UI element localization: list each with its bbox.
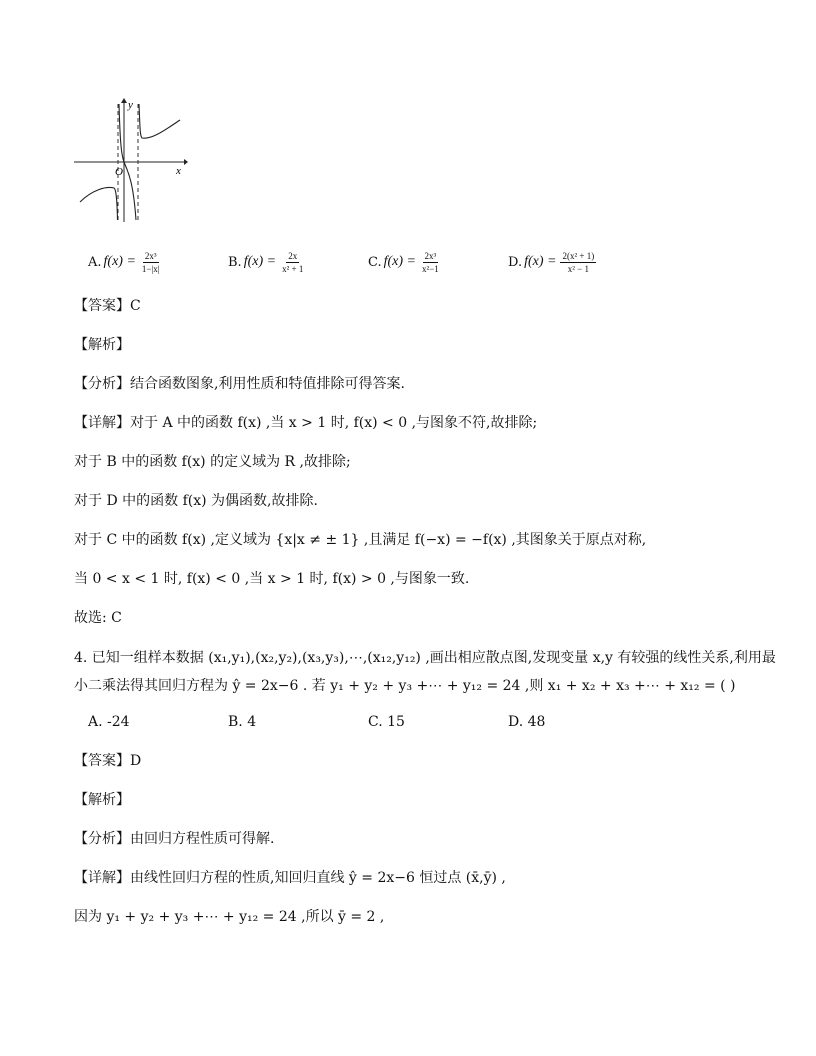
option-a-numerator: 2x³ [144, 250, 157, 261]
curve-right-branch [139, 104, 180, 138]
option-c-label: C. [368, 254, 382, 270]
q4-detail-line-2: 因为 y₁ + y₂ + y₃ +⋯ + y₁₂ = 24 ,所以 ȳ = 2 , [74, 909, 385, 925]
q4-option-a[interactable]: A. -24 [88, 714, 130, 730]
q3-detail-line-4: 对于 C 中的函数 f(x) ,定义域为 {x|x ≠ ± 1} ,且满足 f(−x) = −f(x) ,其图象关于原点对称, [74, 532, 647, 548]
q4-option-c[interactable]: C. 15 [368, 714, 405, 730]
option-d-denominator: x² − 1 [567, 263, 589, 274]
option-b-fraction [280, 251, 305, 274]
q3-analysis: 【分析】结合函数图象,利用性质和特值排除可得答案. [74, 376, 405, 392]
option-a-fx: f(x) = [103, 254, 136, 269]
q3-detail-line-2: 对于 B 中的函数 f(x) 的定义域为 R ,故排除; [74, 454, 351, 470]
option-d-fx: f(x) = [524, 254, 557, 269]
option-c-fx: f(x) = [383, 254, 416, 269]
q3-option-c[interactable] [368, 244, 441, 280]
q4-stem-line-1: 4. 已知一组样本数据 (x₁,y₁),(x₂,y₂),(x₃,y₃),⋯,(x₁₂,y₁₂) ,画出相应散点图,发现变量 x,y 有较强的线性关系,利用最 [74, 650, 776, 666]
option-c-fraction [420, 251, 441, 274]
x-axis-arrow [184, 159, 188, 165]
q3-option-a[interactable] [88, 244, 162, 280]
option-a-denominator: 1−|x| [141, 263, 160, 274]
q3-detail-line-1: 【详解】对于 A 中的函数 f(x) ,当 x > 1 时, f(x) < 0 ,与图象不符,故排除; [74, 415, 538, 431]
option-d-fraction [560, 251, 596, 274]
option-b-denominator: x² + 1 [282, 263, 304, 274]
q3-answer: 【答案】C [74, 298, 141, 314]
q3-choice: 故选: C [74, 610, 122, 626]
curve-left-branch [80, 188, 118, 220]
q4-option-b[interactable]: B. 4 [228, 714, 257, 730]
q4-detail-line-1: 【详解】由线性回归方程的性质,知回归直线 ŷ = 2x−6 恒过点 (x̄,ȳ) , [74, 870, 506, 886]
option-c-numerator: 2x³ [424, 250, 437, 261]
y-axis-arrow [121, 98, 127, 103]
q3-option-d[interactable] [508, 244, 596, 280]
option-a-label: A. [88, 254, 102, 270]
option-b-numerator: 2x [288, 250, 298, 261]
function-graph [72, 98, 188, 224]
q3-options [88, 244, 728, 280]
y-axis-label: y [128, 99, 133, 111]
origin-label: O [115, 166, 123, 178]
option-c-denominator: x²−1 [422, 263, 439, 274]
q4-analysis: 【分析】由回归方程性质可得解. [74, 831, 275, 847]
q4-option-d[interactable]: D. 48 [508, 714, 546, 730]
option-d-numerator: 2(x² + 1) [562, 250, 595, 261]
option-b-label: B. [228, 254, 242, 270]
q4-answer: 【答案】D [74, 753, 142, 769]
q3-detail-line-5: 当 0 < x < 1 时, f(x) < 0 ,当 x > 1 时, f(x) > 0 ,与图象一致. [74, 571, 470, 587]
q3-option-b[interactable] [228, 244, 305, 280]
option-a-fraction [140, 251, 162, 274]
q4-analysis-heading: 【解析】 [74, 792, 130, 808]
q3-detail-line-3: 对于 D 中的函数 f(x) 为偶函数,故排除. [74, 493, 318, 509]
x-axis-label: x [176, 165, 181, 177]
option-b-fx: f(x) = [243, 254, 277, 269]
option-d-label: D. [508, 254, 523, 270]
q4-stem-line-2: 小二乘法得其回归方程为 ŷ = 2x−6 . 若 y₁ + y₂ + y₃ +⋯ + y₁₂ = 24 ,则 x₁ + x₂ + x₃ +⋯ + x₁₂ = ( ) [74, 678, 736, 694]
q4-options [88, 714, 648, 734]
q3-analysis-heading: 【解析】 [74, 337, 130, 353]
